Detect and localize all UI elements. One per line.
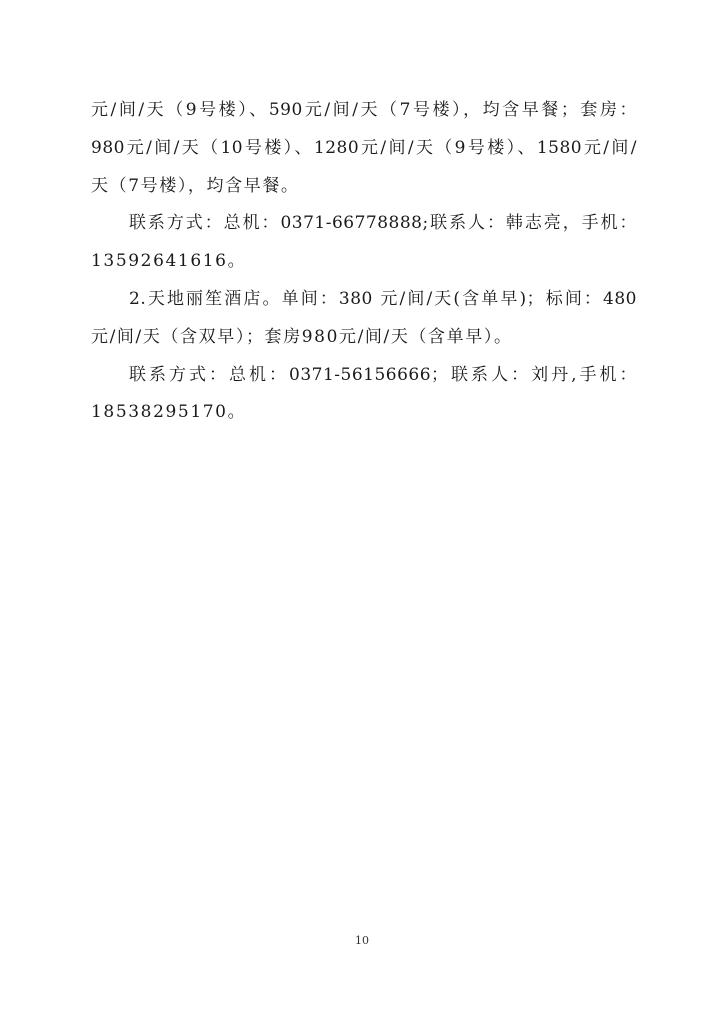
text-line: 13592641616。 xyxy=(91,251,247,272)
text-line: 980元/间/天（10号楼）、1280元/间/天（9号楼）、1580元/间/ xyxy=(91,137,637,158)
text-line: 18538295170。 xyxy=(91,402,247,423)
text-line: 元/间/天（9号楼）、590元/间/天（7号楼），均含早餐；套房： xyxy=(91,100,637,120)
text-line: 天（7号楼），均含早餐。 xyxy=(91,175,300,196)
contact-line: 联系方式：总机：0371-56156666；联系人：刘丹,手机： xyxy=(129,364,637,385)
text-line: 元/间/天（含双早）；套房980元/间/天（含单早）。 xyxy=(91,326,513,347)
hotel-item-2: 2.天地丽笙酒店。单间：380 元/间/天(含单早)；标间：480 xyxy=(129,288,637,309)
body-text xyxy=(91,92,637,432)
page-number: 10 xyxy=(355,934,369,947)
contact-line: 联系方式：总机：0371-66778888;联系人：韩志亮，手机： xyxy=(129,213,637,234)
